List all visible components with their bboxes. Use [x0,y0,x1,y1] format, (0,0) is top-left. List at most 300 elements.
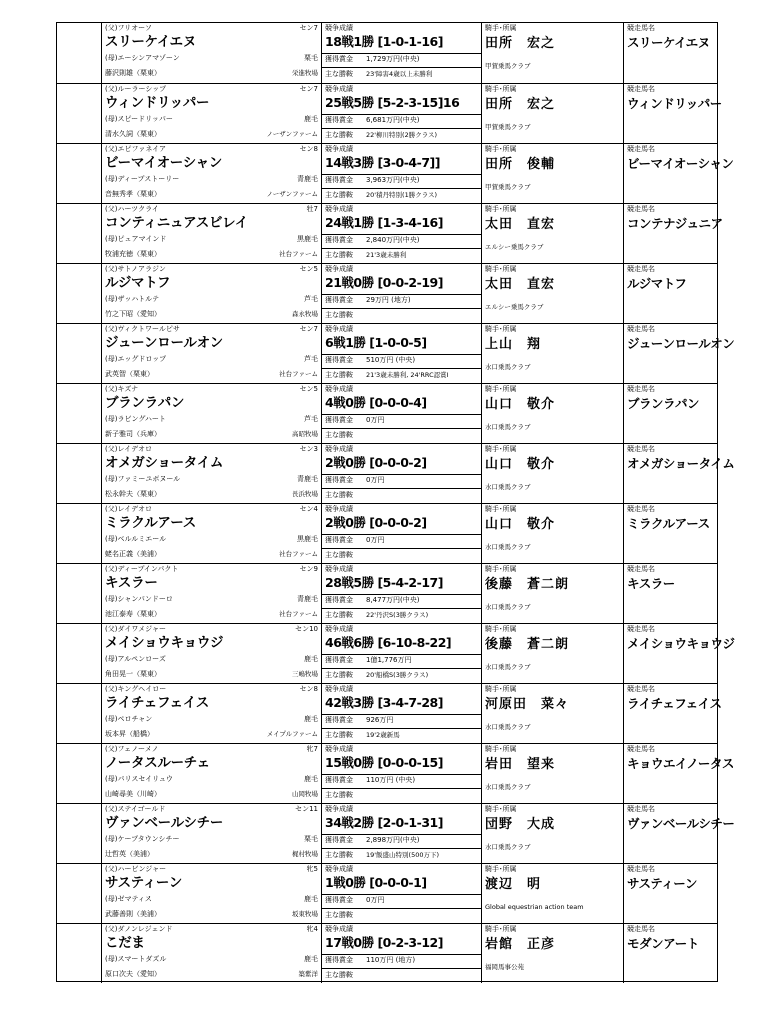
horse-name: ノータスルーチェ [105,755,210,771]
jockey-cell [482,564,624,623]
sex-age: セン10 [295,625,318,633]
jockey-cell [482,504,624,563]
record: 25戦5勝 [5-2-3-15]16 [325,95,460,110]
jockey-name: 山口 敬介 [485,397,556,412]
record-head: 競争成績 [325,745,353,753]
dam: (母)ザッハトルテ [105,295,160,303]
coat-color: 鹿毛 [304,775,318,783]
main-wins: 22'丹沢S(3勝クラス) [366,611,429,619]
owner: 松永幹夫（栗東） [105,490,161,498]
owner: 山崎尋美（川崎） [105,790,161,798]
horse-name: スリーケイエヌ [105,34,196,50]
horse-name: ビーマイオーシャン [105,155,223,171]
prize: 1億1,776万円 [366,656,412,664]
racing-name-cell [624,204,723,263]
horse-name: コンティニュアスビレイ [105,215,248,231]
sex-age: セン5 [299,385,318,393]
jockey-cell [482,384,624,443]
breeder: 森永牧場 [292,310,318,318]
dam: (母)ペロチャン [105,715,153,723]
sex-age: セン4 [299,505,318,513]
breeder: 社台ファーム [279,610,318,618]
wins-label: 主な勝鞍 [325,851,353,859]
blank-cell [57,324,102,383]
wins-label: 主な勝鞍 [325,491,353,499]
club: 水口乗馬クラブ [485,363,531,371]
table-row [57,83,722,143]
record-cell [322,564,482,623]
jockey-head: 騎手･所属 [485,265,517,273]
prize: 0万円 [366,416,385,424]
coat-color: 青鹿毛 [297,595,318,603]
main-wins: 20'船橋S(3勝クラス) [366,671,429,679]
racing-name-head: 競走馬名 [627,325,655,333]
club: 水口乗馬クラブ [485,543,531,551]
table-row [57,803,735,863]
racing-name: オメガショータイム [627,456,735,471]
owner: 清水久詞（栗東） [105,130,161,138]
club: 甲賀乗馬クラブ [485,62,531,70]
racing-name-head: 競走馬名 [627,145,655,153]
sire: (父)ハービンジャー [105,865,167,873]
jockey-cell [482,84,624,143]
blank-cell [57,204,102,263]
racing-name: ウィンドリッパー [627,96,722,111]
racing-name-head: 競走馬名 [627,205,655,213]
horse-name: ウィンドリッパー [105,95,210,111]
club: エルシー乗馬クラブ [485,303,544,311]
owner: 竹之下昭（愛知） [105,310,161,318]
jockey-cell [482,684,624,743]
racing-name-head: 競走馬名 [627,865,655,873]
sire: (父)ディープインパクト [105,565,179,573]
main-wins: 21'3歳未勝利, 24'RRC認賞I [366,371,449,379]
prize: 0万円 [366,476,385,484]
horse-name: キスラー [105,575,158,591]
sire: (父)エピファネイア [105,145,166,153]
table-row [57,23,717,83]
owner: 牧浦充徳（栗東） [105,250,161,258]
jockey-name: 田所 宏之 [485,36,556,51]
record-head: 競争成績 [325,145,353,153]
record-cell [322,84,482,143]
breeder: 坂東牧場 [292,910,318,918]
club: Global equestrian action team [485,903,584,911]
breeder: ノーザンファーム [266,130,318,138]
prize-label: 獲得賞金 [325,55,353,63]
jockey-cell [482,624,624,683]
record-head: 競争成績 [325,325,353,333]
coat-color: 青鹿毛 [297,175,318,183]
record-head: 競争成績 [325,265,353,273]
jockey-head: 騎手･所属 [485,445,517,453]
prize-label: 獲得賞金 [325,356,353,364]
blank-cell [57,924,102,983]
table-row [57,923,717,983]
horse-cell [102,84,322,143]
owner: 音無秀孝（栗東） [105,190,161,198]
record: 14戦3勝 [3-0-4-7]] [325,155,440,170]
horse-cell [102,504,322,563]
horse-name: こだま [105,935,145,951]
jockey-name: 山口 敬介 [485,457,556,472]
table-row [57,863,717,923]
racing-name: ビーマイオーシャン [627,156,734,171]
jockey-name: 太田 直宏 [485,277,556,292]
record-head: 競争成績 [325,925,353,933]
record-head: 競争成績 [325,445,353,453]
blank-cell [57,264,102,323]
jockey-head: 騎手･所属 [485,385,517,393]
record-cell [322,264,482,323]
blank-cell [57,504,102,563]
table-row [57,743,734,803]
dam: (母)ケープタウンシチー [105,835,180,843]
record: 2戦0勝 [0-0-0-2] [325,455,427,470]
prize-label: 獲得賞金 [325,836,353,844]
owner: 原口次夫（愛知） [105,970,161,978]
racing-name-cell [624,144,734,203]
racing-name-cell [624,324,735,383]
prize-label: 獲得賞金 [325,536,353,544]
racing-name-cell [624,924,717,983]
blank-cell [57,384,102,443]
record-head: 競争成績 [325,385,353,393]
coat-color: 栗毛 [304,54,318,62]
prize: 29万円 (地方) [366,296,411,304]
dam: (母)スピードリッパー [105,115,173,123]
jockey-name: 山口 敬介 [485,517,556,532]
record: 15戦0勝 [0-0-0-15] [325,755,443,770]
sex-age: セン8 [299,145,318,153]
racing-name-head: 競走馬名 [627,565,655,573]
record-cell [322,684,482,743]
owner: 武英智（栗東） [105,370,154,378]
club: 水口乗馬クラブ [485,663,531,671]
owner: 坂本昇（船橋） [105,730,154,738]
coat-color: 鹿毛 [304,955,318,963]
sire: (父)ステイゴールド [105,805,166,813]
jockey-name: 上山 翔 [485,337,542,352]
jockey-head: 騎手･所属 [485,505,517,513]
sex-age: セン8 [299,685,318,693]
sire: (父)ハーツクライ [105,205,159,213]
record-head: 競争成績 [325,865,353,873]
wins-label: 主な勝鞍 [325,611,353,619]
breeder: 三嶋牧場 [292,670,318,678]
sex-age: 牡7 [306,205,318,213]
horse-cell [102,384,322,443]
blank-cell [57,804,102,863]
table-row [57,203,723,263]
sex-age: セン3 [299,445,318,453]
sire: (父)キズナ [105,385,139,393]
jockey-head: 騎手･所属 [485,625,517,633]
breeder: 社台ファーム [279,550,318,558]
racing-name-head: 競走馬名 [627,745,655,753]
jockey-head: 騎手･所属 [485,325,517,333]
horse-name: サスティーン [105,875,183,891]
record-cell [322,444,482,503]
racing-name: メイショウキョウジ [627,636,735,651]
jockey-cell [482,144,624,203]
jockey-head: 騎手･所属 [485,685,517,693]
racing-name-cell [624,504,717,563]
main-wins: 21'3歳未勝利 [366,251,407,259]
main-wins: 19'飯盛山特別(500万下) [366,851,440,859]
record: 28戦5勝 [5-4-2-17] [325,575,443,590]
jockey-cell [482,23,624,83]
prize: 110万円 (地方) [366,956,416,964]
horse-cell [102,144,322,203]
breeder: 社台ファーム [279,370,318,378]
sex-age: セン11 [295,805,318,813]
racing-name-cell [624,684,722,743]
record: 17戦0勝 [0-2-3-12] [325,935,443,950]
sire: (父)ルーラーシップ [105,85,167,93]
racing-name-head: 競走馬名 [627,625,655,633]
wins-label: 主な勝鞍 [325,131,353,139]
horse-cell [102,23,322,83]
jockey-cell [482,324,624,383]
record-cell [322,504,482,563]
breeder: ノーザンファーム [266,190,318,198]
prize: 0万円 [366,536,385,544]
record-cell [322,144,482,203]
coat-color: 芦毛 [304,295,318,303]
dam: (母)ファミーユボヌール [105,475,181,483]
horse-name: ライチェフェイス [105,695,209,711]
prize-label: 獲得賞金 [325,956,353,964]
record-head: 競争成績 [325,505,353,513]
blank-cell [57,23,102,83]
wins-label: 主な勝鞍 [325,431,353,439]
prize: 3,963万円(中央) [366,176,420,184]
sex-age: 牝5 [306,865,318,873]
prize: 2,840万円(中央) [366,236,420,244]
prize-label: 獲得賞金 [325,776,353,784]
record-cell [322,744,482,803]
prize: 0万円 [366,896,385,904]
breeder: 栄進牧場 [292,69,318,77]
table-row [57,683,722,743]
horse-name: ジューンロールオン [105,335,223,351]
club: 水口乗馬クラブ [485,603,531,611]
dam: (母)エーシンアマゾーン [105,54,180,62]
jockey-name: 岩田 望来 [485,757,556,772]
prize-label: 獲得賞金 [325,896,353,904]
sire: (父)フリオーソ [105,24,152,32]
table-row [57,323,735,383]
sire: (父)ダイワメジャー [105,625,166,633]
club: エルシー乗馬クラブ [485,243,544,251]
record: 2戦0勝 [0-0-0-2] [325,515,427,530]
record: 24戦1勝 [1-3-4-16] [325,215,443,230]
wins-label: 主な勝鞍 [325,371,353,379]
racing-name-cell [624,864,717,923]
breeder: 山岡牧場 [292,790,318,798]
horse-cell [102,924,322,983]
wins-label: 主な勝鞍 [325,251,353,259]
owner: 新子雅司（兵庫） [105,430,161,438]
racing-name: コンテナジュニア [627,216,723,231]
record-cell [322,804,482,863]
owner: 蛯名正義（美浦） [105,550,161,558]
jockey-name: 河原田 菜々 [485,697,570,712]
breeder: 高昭牧場 [292,430,318,438]
prize-label: 獲得賞金 [325,176,353,184]
racing-name: サスティーン [627,876,698,891]
prize-label: 獲得賞金 [325,236,353,244]
racing-name: ジューンロールオン [627,336,735,351]
jockey-head: 騎手･所属 [485,805,517,813]
horse-cell [102,864,322,923]
blank-cell [57,744,102,803]
jockey-head: 騎手･所属 [485,925,517,933]
prize: 110万円 (中央) [366,776,416,784]
coat-color: 青鹿毛 [297,475,318,483]
record: 18戦1勝 [1-0-1-16] [325,34,443,49]
jockey-name: 渡辺 明 [485,877,542,892]
coat-color: 芦毛 [304,415,318,423]
wins-label: 主な勝鞍 [325,911,353,919]
sex-age: セン5 [299,265,318,273]
record-head: 競争成績 [325,805,353,813]
sex-age: セン7 [299,85,318,93]
main-wins: 22'柳川特別(2勝クラス) [366,131,438,139]
club: 水口乗馬クラブ [485,723,531,731]
sire: (父)フェノーメノ [105,745,159,753]
record-head: 競争成績 [325,205,353,213]
racing-name-cell [624,744,734,803]
horse-name: メイショウキョウジ [105,635,224,651]
prize-label: 獲得賞金 [325,416,353,424]
dam: (母)シャンパンドーロ [105,595,173,603]
jockey-cell [482,264,624,323]
prize-label: 獲得賞金 [325,116,353,124]
coat-color: 黒鹿毛 [297,535,318,543]
jockey-head: 騎手･所属 [485,85,517,93]
horse-table [56,22,735,982]
table-row [57,563,717,623]
blank-cell [57,684,102,743]
jockey-cell [482,924,624,983]
racing-name-head: 競走馬名 [627,85,655,93]
racing-name: ヴァンベールシチー [627,816,735,831]
racing-name-head: 競走馬名 [627,385,655,393]
racing-name-head: 競走馬名 [627,445,655,453]
horse-name: ヴァンベールシチー [105,815,224,831]
racing-name-head: 競走馬名 [627,265,655,273]
record-head: 競争成績 [325,24,353,32]
owner: 武藤善則（美浦） [105,910,161,918]
jockey-name: 後藤 蒼二朗 [485,637,570,652]
record-head: 競争成績 [325,565,353,573]
club: 水口乗馬クラブ [485,783,531,791]
wins-label: 主な勝鞍 [325,971,353,979]
jockey-head: 騎手･所属 [485,865,517,873]
club: 水口乗馬クラブ [485,843,531,851]
club: 甲賀乗馬クラブ [485,183,531,191]
blank-cell [57,444,102,503]
dam: (母)アルペンローズ [105,655,166,663]
record-head: 競争成績 [325,685,353,693]
prize: 8,477万円(中央) [366,596,420,604]
wins-label: 主な勝鞍 [325,191,353,199]
blank-cell [57,864,102,923]
owner: 藤沢則雄（栗東） [105,69,161,77]
record-cell [322,384,482,443]
wins-label: 主な勝鞍 [325,731,353,739]
jockey-name: 団野 大成 [485,817,556,832]
breeder: 築紫洋 [298,970,318,978]
racing-name-cell [624,264,717,323]
club: 福岡馬事公苑 [485,963,524,971]
coat-color: 鹿毛 [304,115,318,123]
sire: (父)レイデオロ [105,505,152,513]
dam: (母)ベルルミエール [105,535,167,543]
jockey-name: 田所 宏之 [485,97,556,112]
coat-color: 芦毛 [304,355,318,363]
table-row [57,623,735,683]
horse-name: ルジマトフ [105,275,171,291]
racing-name: ブランラパン [627,396,700,411]
blank-cell [57,564,102,623]
coat-color: 鹿毛 [304,895,318,903]
dam: (母)ゼマティス [105,895,152,903]
record-cell [322,864,482,923]
main-wins: 19'2歳新馬 [366,731,400,739]
jockey-head: 騎手･所属 [485,24,517,32]
sire: (父)キングヘイロー [105,685,167,693]
record-head: 競争成績 [325,625,353,633]
sire: (父)サトノアラジン [105,265,166,273]
sex-age: セン9 [299,565,318,573]
horse-cell [102,564,322,623]
horse-cell [102,684,322,743]
prize: 1,729万円(中央) [366,55,420,63]
dam: (母)ラビングハート [105,415,166,423]
coat-color: 鹿毛 [304,715,318,723]
record-cell [322,204,482,263]
breeder: 長浜牧場 [292,490,318,498]
record: 1戦0勝 [0-0-0-1] [325,875,427,890]
record: 46戦6勝 [6-10-8-22] [325,635,452,650]
horse-cell [102,624,322,683]
coat-color: 黒鹿毛 [297,235,318,243]
prize: 510万円 (中央) [366,356,416,364]
dam: (母)パリスセイリュウ [105,775,173,783]
coat-color: 栗毛 [304,835,318,843]
horse-name: ブランラパン [105,395,185,411]
racing-name-head: 競走馬名 [627,805,655,813]
horse-name: オメガショータイム [105,455,224,471]
racing-name-cell [624,384,717,443]
dam: (母)ディープストーリー [105,175,180,183]
racing-name: モダンアート [627,936,699,951]
blank-cell [57,84,102,143]
sex-age: 牝4 [306,925,318,933]
record: 4戦0勝 [0-0-0-4] [325,395,427,410]
jockey-cell [482,444,624,503]
sire: (父)レイデオロ [105,445,152,453]
owner: 池江泰寿（栗東） [105,610,161,618]
blank-cell [57,624,102,683]
jockey-name: 岩館 正彦 [485,937,556,952]
record: 6戦1勝 [1-0-0-5] [325,335,427,350]
jockey-head: 騎手･所属 [485,745,517,753]
table-row [57,263,717,323]
